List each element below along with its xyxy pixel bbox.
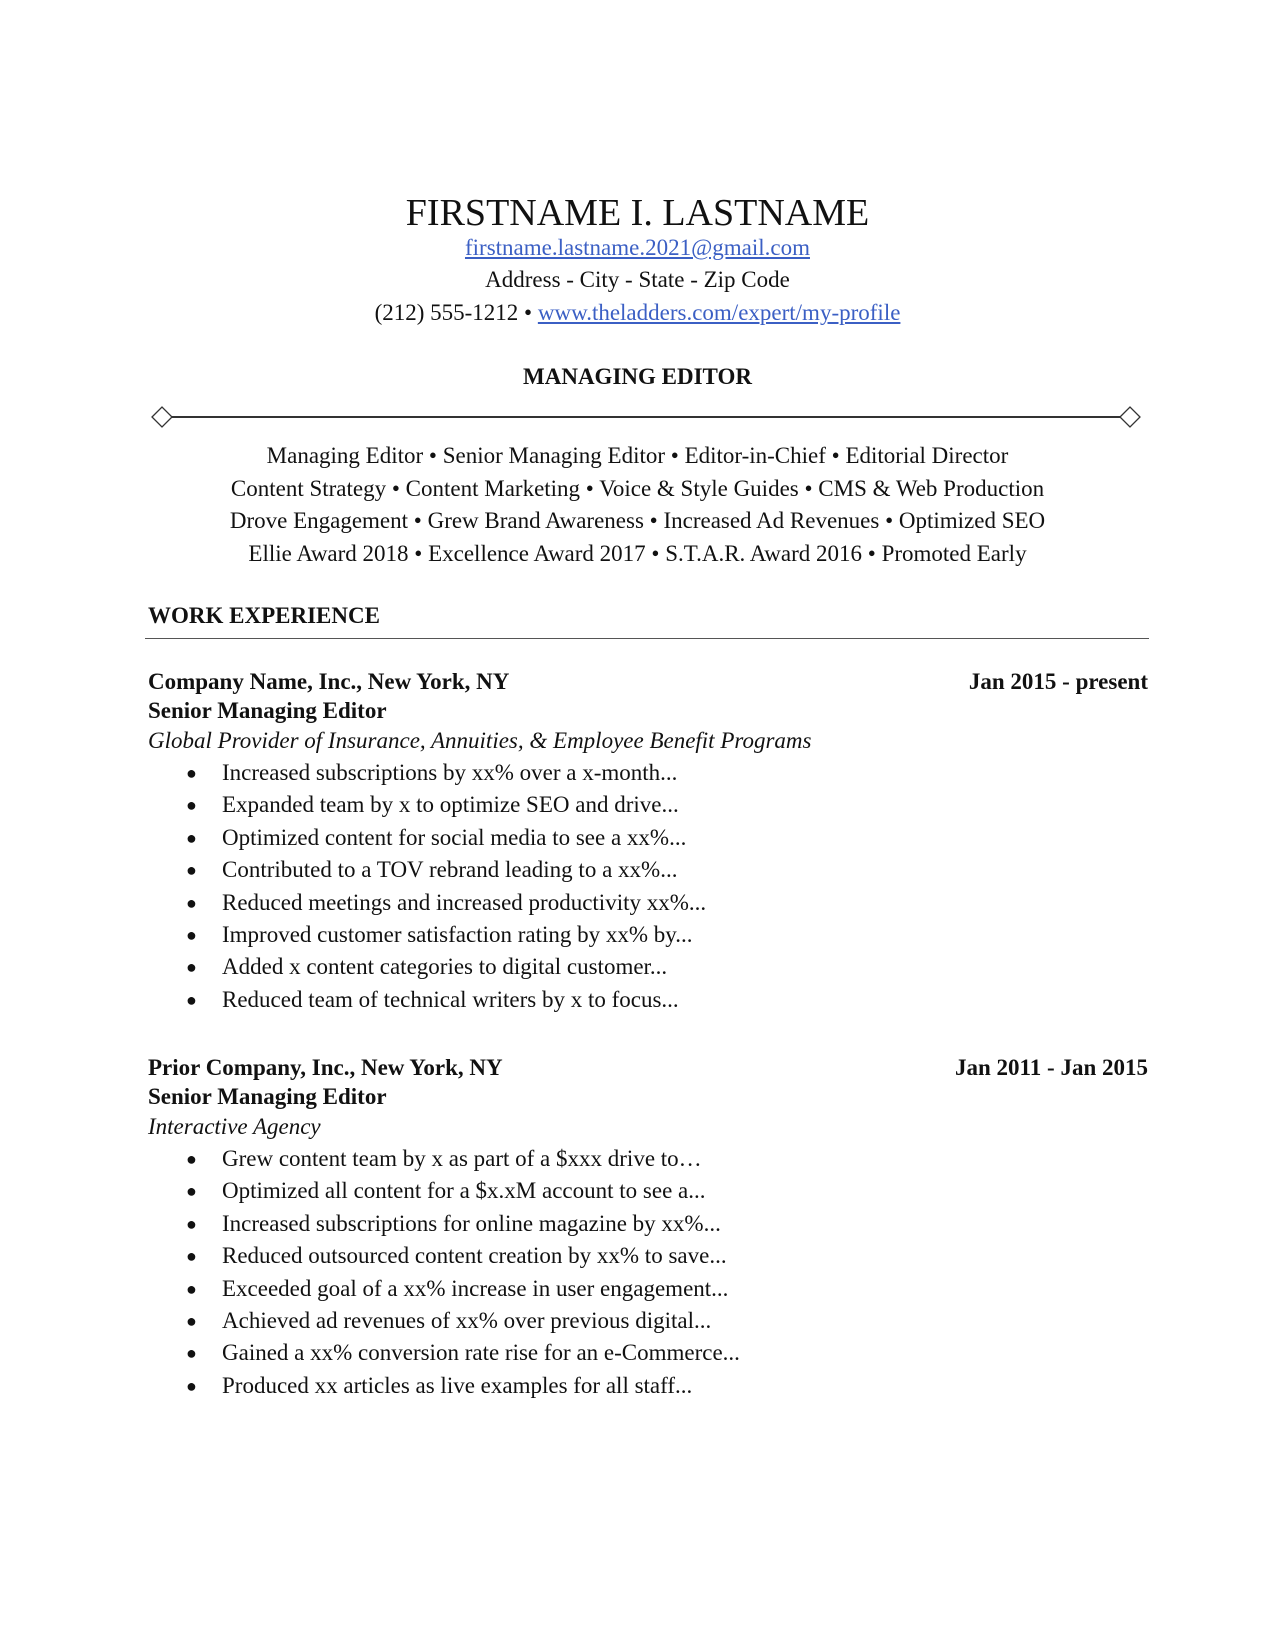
section-rule xyxy=(145,638,1149,639)
bullet-text: Optimized content for social media to see a xx%... xyxy=(222,824,687,850)
bullet-text: Exceeded goal of a xx% increase in user engagement... xyxy=(222,1275,729,1301)
address: Address - City - State - Zip Code xyxy=(485,267,790,292)
bullet-icon: ● xyxy=(186,925,197,946)
list-item xyxy=(148,1240,1148,1272)
list-item xyxy=(148,1273,1148,1305)
bullet-text: Expanded team by x to optimize SEO and drive... xyxy=(222,792,679,818)
bullet-icon: ● xyxy=(186,1375,197,1396)
list-item xyxy=(148,951,1148,983)
list-item xyxy=(148,822,1148,854)
bullet-text: Produced xx articles as live examples for all staff... xyxy=(222,1372,693,1398)
contact-line xyxy=(0,297,1275,329)
bullet-icon: ● xyxy=(186,1181,197,1202)
list-item xyxy=(148,1305,1148,1337)
bullet-icon: ● xyxy=(186,1149,197,1169)
bullet-text: Increased subscriptions for online magazine by xx%... xyxy=(222,1210,721,1236)
phone: (212) 555-1212 xyxy=(374,300,519,325)
bullet-icon: ● xyxy=(186,1213,197,1234)
bullet-text: Grew content team by x as part of a $xxx drive to… xyxy=(222,1146,702,1171)
company-description: Global Provider of Insurance, Annuities, & Employee Benefit Programs xyxy=(148,728,812,753)
keywords xyxy=(0,440,1275,570)
list-item xyxy=(148,757,1148,789)
list-item xyxy=(148,1370,1148,1402)
bullet-list xyxy=(148,757,1148,1016)
bullet-icon: ● xyxy=(186,795,197,816)
list-item xyxy=(148,789,1148,821)
bullet-text: Reduced team of technical writers by x to focus... xyxy=(222,986,679,1012)
bullet-icon: ● xyxy=(186,1311,197,1332)
job-entry xyxy=(148,1053,1148,1402)
bullet-icon: ● xyxy=(186,989,197,1010)
diamond-right-icon xyxy=(1120,407,1140,427)
profile-link[interactable]: www.theladders.com/expert/my-profile xyxy=(537,300,901,325)
keyword-line: Managing Editor • Senior Managing Editor • Editor-in-Chief • Editorial Director xyxy=(266,443,1009,468)
job-title: Senior Managing Editor xyxy=(148,1084,387,1109)
email-line xyxy=(0,232,1275,264)
bullet-icon: ● xyxy=(186,763,197,783)
separator: • xyxy=(524,300,533,325)
bullet-icon: ● xyxy=(186,892,197,913)
bullet-icon: ● xyxy=(186,1246,197,1267)
bullet-text: Reduced outsourced content creation by xx% to save... xyxy=(222,1243,727,1269)
dates: Jan 2015 - present xyxy=(968,669,1148,694)
bullet-icon: ● xyxy=(186,827,197,848)
bullet-list xyxy=(148,1143,1148,1402)
section-heading-work: WORK EXPERIENCE xyxy=(148,603,380,628)
keyword-line: Drove Engagement • Grew Brand Awareness • Increased Ad Revenues • Optimized SEO xyxy=(229,508,1046,533)
list-item xyxy=(148,887,1148,919)
headline: MANAGING EDITOR xyxy=(523,364,752,389)
list-item xyxy=(148,1337,1148,1369)
bullet-text: Reduced meetings and increased productivity xx%... xyxy=(222,889,707,915)
diamond-left-icon xyxy=(152,407,172,427)
company-description: Interactive Agency xyxy=(148,1114,321,1139)
list-item xyxy=(148,1143,1148,1175)
bullet-icon: ● xyxy=(186,1278,197,1299)
bullet-icon: ● xyxy=(186,1343,197,1364)
company: Prior Company, Inc., New York, NY xyxy=(148,1055,503,1080)
list-item xyxy=(148,1208,1148,1240)
keyword-line: Ellie Award 2018 • Excellence Award 2017 • S.T.A.R. Award 2016 • Promoted Early xyxy=(248,540,1027,566)
bullet-text: Increased subscriptions by xx% over a x-month... xyxy=(222,760,678,785)
dates: Jan 2011 - Jan 2015 xyxy=(955,1055,1148,1080)
bullet-text: Gained a xx% conversion rate rise for an e-Commerce... xyxy=(222,1340,740,1366)
email-link[interactable]: firstname.lastname.2021@gmail.com xyxy=(464,235,810,260)
list-item xyxy=(148,984,1148,1016)
keyword-line: Content Strategy • Content Marketing • Voice & Style Guides • CMS & Web Production xyxy=(230,475,1045,501)
bullet-text: Achieved ad revenues of xx% over previous digital... xyxy=(222,1308,712,1334)
candidate-name: FIRSTNAME I. LASTNAME xyxy=(405,192,870,234)
bullet-text: Contributed to a TOV rebrand leading to a xx%... xyxy=(222,857,678,883)
bullet-text: Added x content categories to digital customer... xyxy=(222,954,668,980)
diamond-divider xyxy=(150,405,1142,429)
bullet-text: Improved customer satisfaction rating by xx% by... xyxy=(222,922,693,948)
list-item xyxy=(148,1175,1148,1207)
list-item xyxy=(148,854,1148,886)
job-title: Senior Managing Editor xyxy=(148,698,387,723)
list-item xyxy=(148,919,1148,951)
bullet-text: Optimized all content for a $x.xM account to see a... xyxy=(222,1178,706,1204)
bullet-icon: ● xyxy=(186,860,197,881)
bullet-icon: ● xyxy=(186,957,197,978)
company: Company Name, Inc., New York, NY xyxy=(148,669,510,694)
job-entry xyxy=(148,667,1148,1016)
